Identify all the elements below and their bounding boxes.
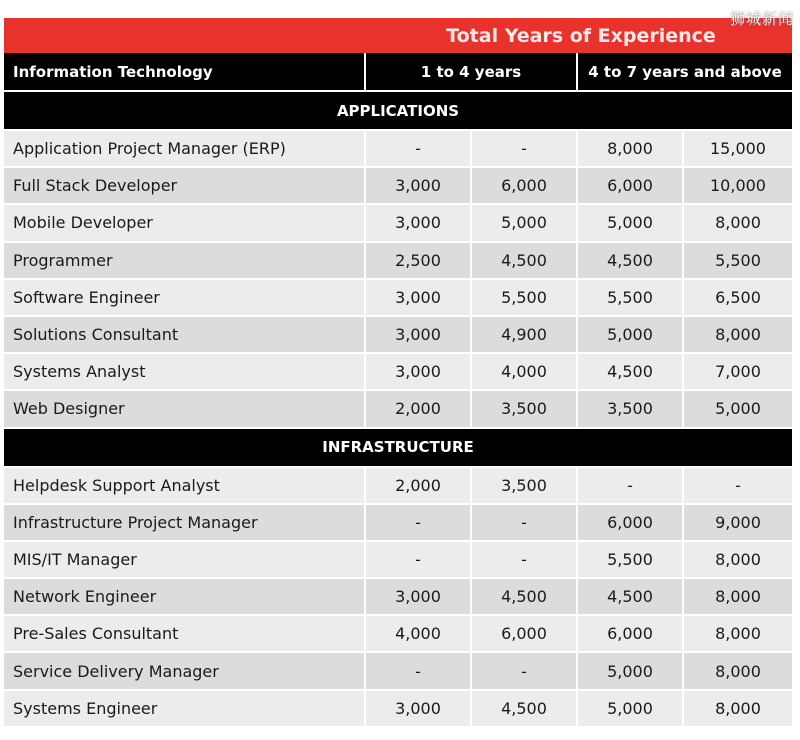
salary-value: 8,000 <box>684 691 792 726</box>
salary-value: 6,000 <box>578 616 684 651</box>
salary-value: 4,500 <box>472 691 578 726</box>
table-row <box>4 315 792 352</box>
table-row <box>4 689 792 726</box>
salary-value: - <box>684 468 792 503</box>
salary-value: - <box>366 653 472 688</box>
table-row <box>4 166 792 203</box>
salary-value: 3,000 <box>366 168 472 203</box>
salary-value: - <box>472 131 578 166</box>
salary-value: 3,500 <box>472 468 578 503</box>
table-row <box>4 203 792 240</box>
salary-value: 2,500 <box>366 243 472 278</box>
salary-value: 4,500 <box>578 354 684 389</box>
salary-value: 6,500 <box>684 280 792 315</box>
header-label: Information Technology <box>4 53 366 90</box>
salary-value: 5,500 <box>472 280 578 315</box>
salary-value: 8,000 <box>684 205 792 240</box>
role-name: Web Designer <box>4 391 366 426</box>
salary-value: 8,000 <box>684 579 792 614</box>
title-spacer <box>4 18 368 53</box>
salary-table <box>4 18 792 726</box>
salary-value: 3,000 <box>366 280 472 315</box>
salary-value: 5,500 <box>578 280 684 315</box>
salary-value: - <box>472 542 578 577</box>
table-row <box>4 241 792 278</box>
salary-value: 8,000 <box>684 317 792 352</box>
salary-value: 5,000 <box>472 205 578 240</box>
salary-value: 2,000 <box>366 391 472 426</box>
salary-value: 4,000 <box>366 616 472 651</box>
table-row <box>4 577 792 614</box>
salary-value: 4,500 <box>578 579 684 614</box>
section-header: APPLICATIONS <box>4 90 792 129</box>
role-name: Helpdesk Support Analyst <box>4 468 366 503</box>
table-row <box>4 503 792 540</box>
salary-value: 5,000 <box>578 653 684 688</box>
salary-value: 5,000 <box>578 317 684 352</box>
role-name: Application Project Manager (ERP) <box>4 131 366 166</box>
salary-value: - <box>578 468 684 503</box>
salary-value: 4,500 <box>578 243 684 278</box>
salary-value: 10,000 <box>684 168 792 203</box>
role-name: Pre-Sales Consultant <box>4 616 366 651</box>
table-title: Total Years of Experience <box>368 18 792 53</box>
salary-value: - <box>366 131 472 166</box>
section-rows <box>4 466 792 726</box>
role-name: Full Stack Developer <box>4 168 366 203</box>
salary-value: 8,000 <box>684 542 792 577</box>
header-col-4-to-7: 4 to 7 years and above <box>588 62 782 81</box>
salary-value: 8,000 <box>684 616 792 651</box>
salary-value: 6,000 <box>472 616 578 651</box>
salary-value: 3,000 <box>366 354 472 389</box>
table-row <box>4 466 792 503</box>
salary-value: - <box>472 653 578 688</box>
role-name: Network Engineer <box>4 579 366 614</box>
role-name: Systems Analyst <box>4 354 366 389</box>
role-name: Service Delivery Manager <box>4 653 366 688</box>
role-name: Solutions Consultant <box>4 317 366 352</box>
salary-value: 6,000 <box>578 505 684 540</box>
salary-value: 4,500 <box>472 579 578 614</box>
salary-value: 6,000 <box>472 168 578 203</box>
watermark: 狮城新闻 <box>729 10 794 28</box>
table-body <box>4 90 792 726</box>
salary-value: 4,900 <box>472 317 578 352</box>
salary-value: 5,000 <box>684 391 792 426</box>
salary-value: 3,000 <box>366 579 472 614</box>
role-name: Mobile Developer <box>4 205 366 240</box>
section-header: INFRASTRUCTURE <box>4 427 792 466</box>
header-row <box>4 53 792 90</box>
role-name: Software Engineer <box>4 280 366 315</box>
table-row <box>4 278 792 315</box>
salary-value: 3,500 <box>472 391 578 426</box>
salary-value: - <box>366 542 472 577</box>
salary-value: 3,000 <box>366 205 472 240</box>
section-rows <box>4 129 792 427</box>
salary-value: 5,000 <box>578 205 684 240</box>
table-row <box>4 651 792 688</box>
header-col-1-to-4: 1 to 4 years <box>366 53 578 90</box>
table-row <box>4 540 792 577</box>
salary-value: 4,000 <box>472 354 578 389</box>
salary-value: 7,000 <box>684 354 792 389</box>
table-row <box>4 389 792 426</box>
salary-value: 3,000 <box>366 317 472 352</box>
salary-value: 4,500 <box>472 243 578 278</box>
role-name: Systems Engineer <box>4 691 366 726</box>
salary-value: - <box>366 505 472 540</box>
salary-value: 5,500 <box>578 542 684 577</box>
salary-value: 8,000 <box>684 653 792 688</box>
table-row <box>4 352 792 389</box>
salary-value: 9,000 <box>684 505 792 540</box>
role-name: Infrastructure Project Manager <box>4 505 366 540</box>
role-name: MIS/IT Manager <box>4 542 366 577</box>
salary-value: 3,000 <box>366 691 472 726</box>
salary-value: 5,500 <box>684 243 792 278</box>
table-row <box>4 129 792 166</box>
salary-value: 5,000 <box>578 691 684 726</box>
salary-value: 6,000 <box>578 168 684 203</box>
salary-value: 2,000 <box>366 468 472 503</box>
salary-value: 15,000 <box>684 131 792 166</box>
salary-value: 3,500 <box>578 391 684 426</box>
salary-value: - <box>472 505 578 540</box>
salary-value: 8,000 <box>578 131 684 166</box>
table-row <box>4 614 792 651</box>
title-row <box>4 18 792 53</box>
role-name: Programmer <box>4 243 366 278</box>
